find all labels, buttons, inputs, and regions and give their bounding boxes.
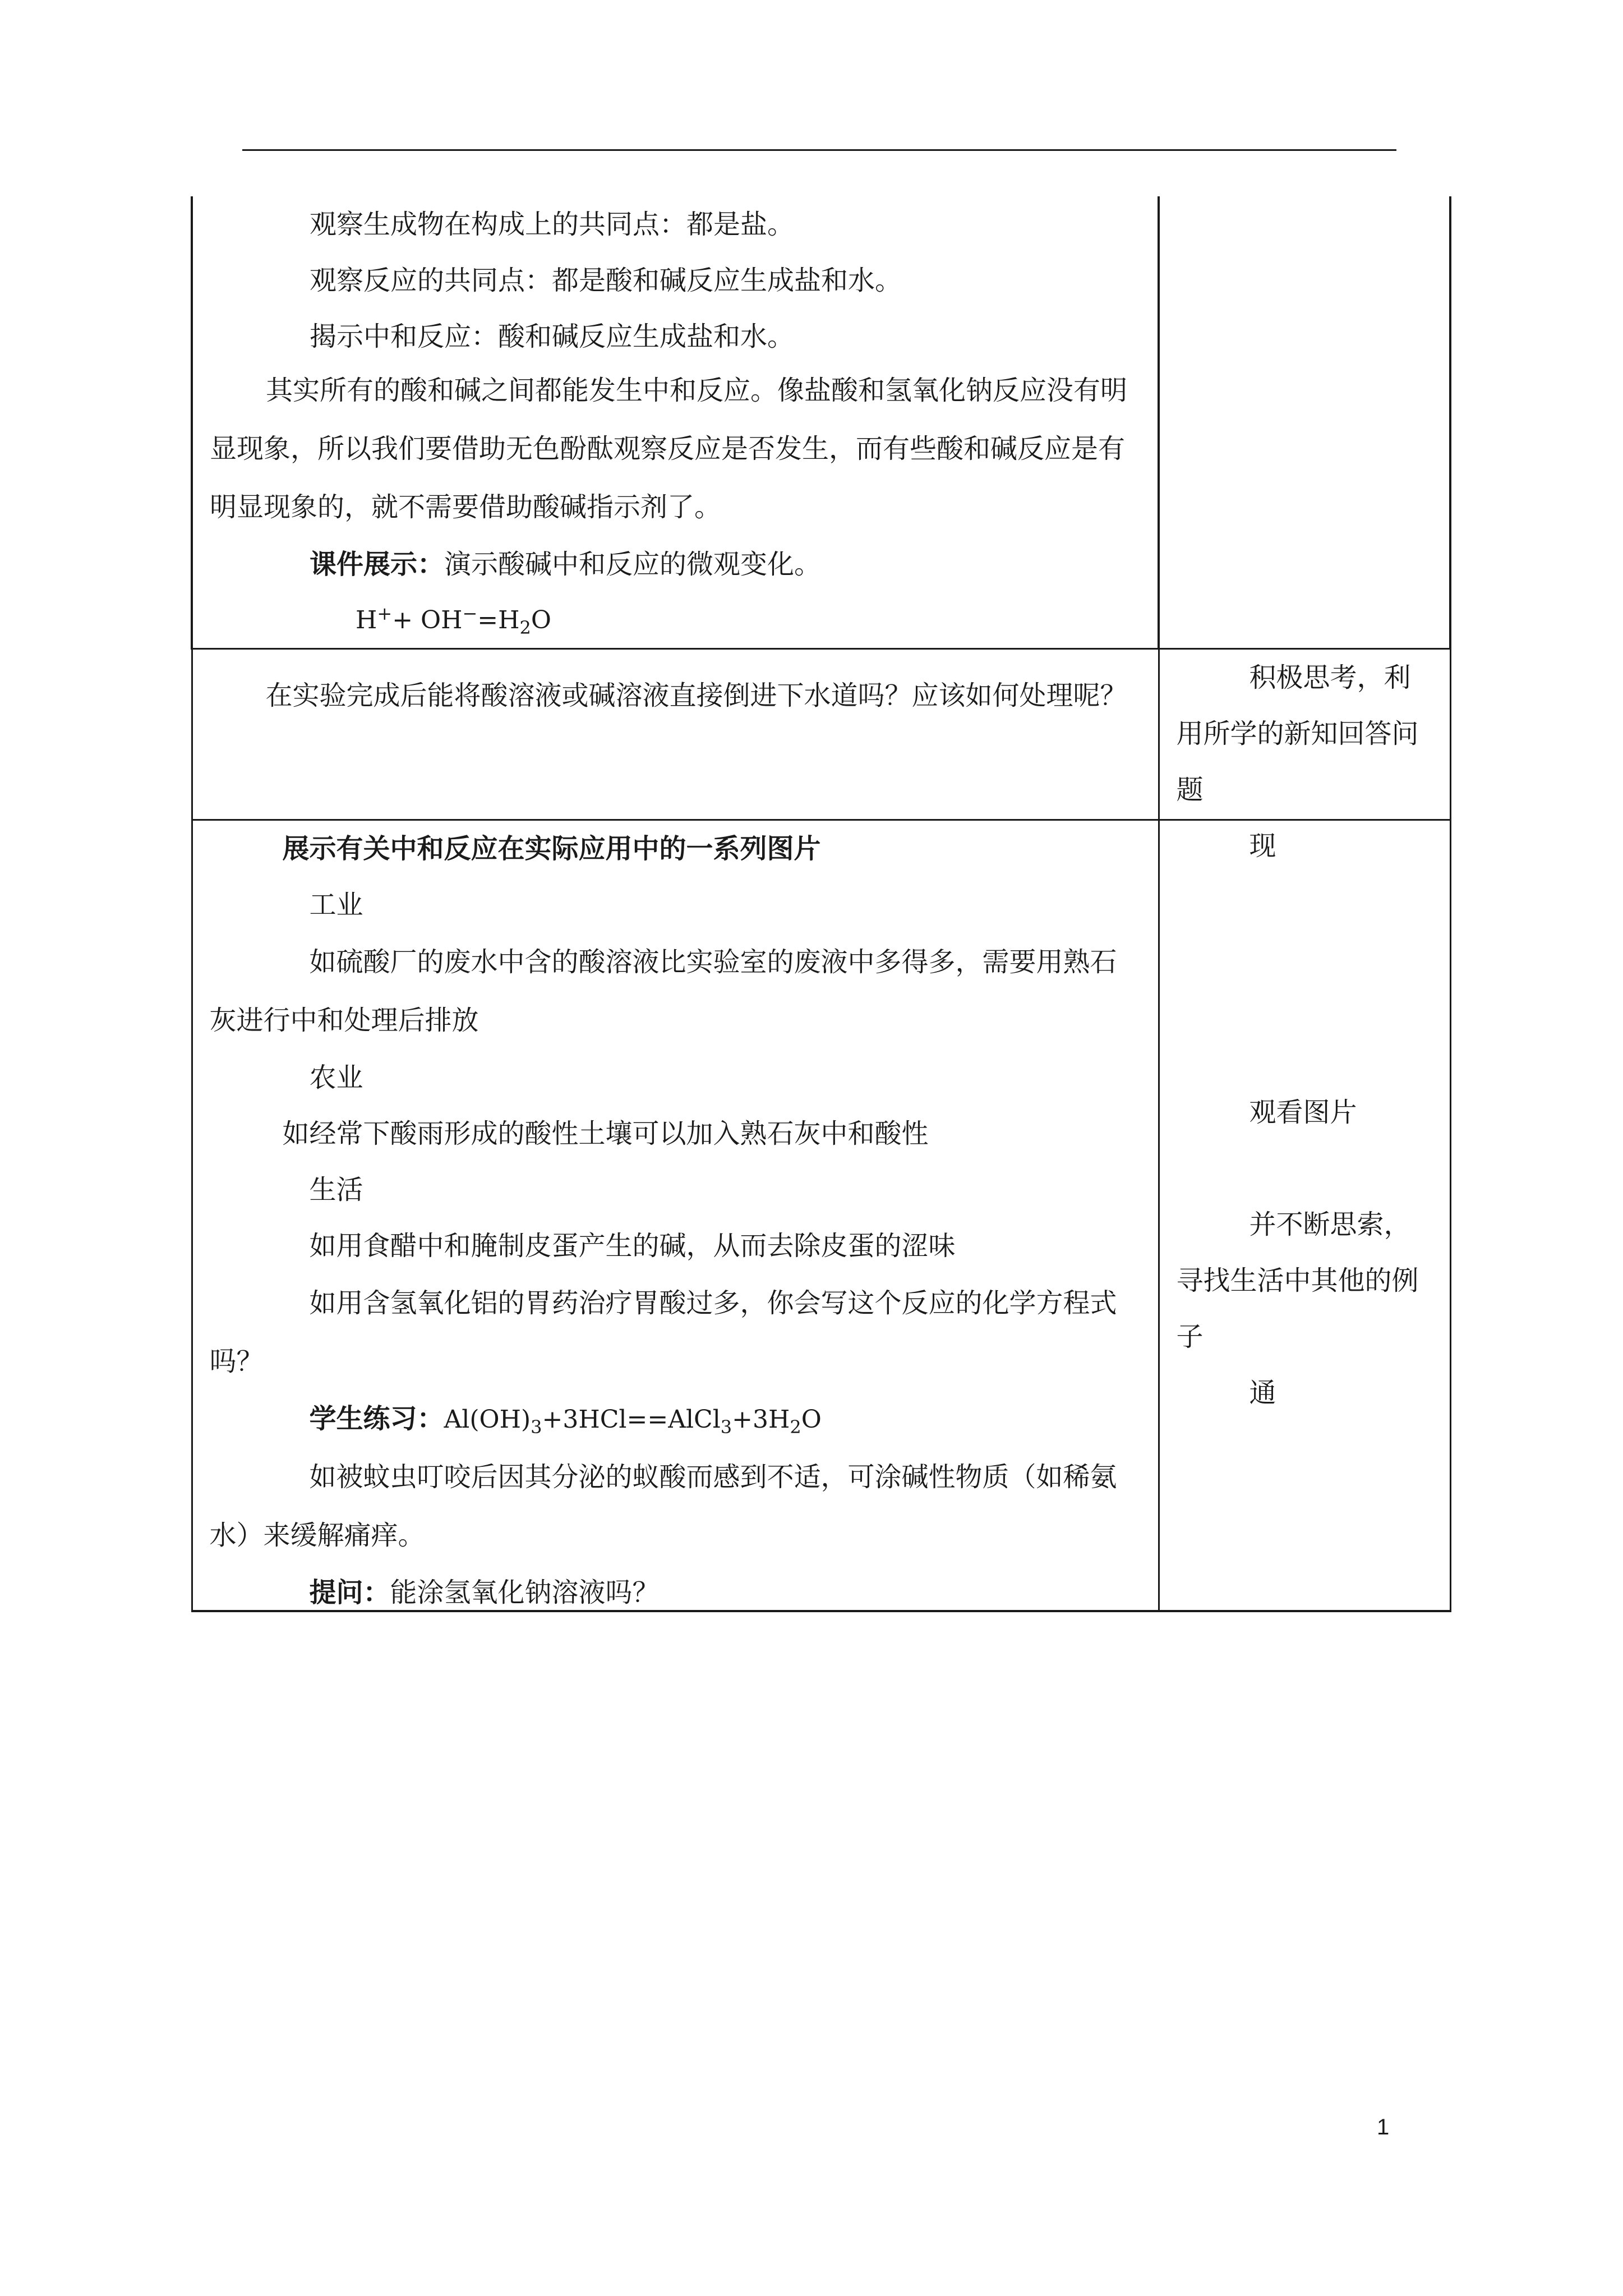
student-response: 观看图片 bbox=[1249, 1097, 1357, 1128]
student-response-tail: 现 bbox=[1249, 830, 1276, 862]
eq-part: =H bbox=[477, 606, 520, 634]
table-row bbox=[192, 649, 1450, 820]
teacher-activity-cell bbox=[192, 196, 1159, 649]
student-response-tail: 通 bbox=[1249, 1377, 1276, 1409]
question-line bbox=[210, 1565, 1141, 1621]
text-line: 揭示中和反应：酸和碱反应生成盐和水。 bbox=[310, 321, 795, 352]
practice-line bbox=[210, 1391, 1141, 1448]
eq-part: H bbox=[356, 606, 377, 634]
student-activity-cell bbox=[1159, 820, 1450, 1612]
table-row bbox=[192, 820, 1450, 1612]
paragraph: 如被蚊虫叮咬后因其分泌的蚁酸而感到不适，可涂碱性物质（如稀氨水）来缓解痛痒。 bbox=[209, 1461, 1117, 1551]
eq-part: +3HCl==AlCl bbox=[542, 1405, 721, 1434]
courseware-label: 课件展示： bbox=[310, 549, 445, 580]
table-row bbox=[192, 196, 1450, 649]
eq-superscript: − bbox=[462, 602, 478, 624]
eq-part: Al(OH) bbox=[444, 1405, 531, 1434]
eq-subscript: 2 bbox=[519, 616, 531, 638]
question-text: 在实验完成后能将酸溶液或碱溶液直接倒进下水道吗？应该如何处理呢？ bbox=[265, 680, 1127, 711]
paragraph: 如硫酸厂的废水中含的酸溶液比实验室的废液中多得多，需要用熟石灰进行中和处理后排放 bbox=[209, 946, 1117, 1036]
header-rule bbox=[242, 149, 1396, 151]
section-heading: 展示有关中和反应在实际应用中的一系列图片 bbox=[282, 833, 821, 864]
eq-part: O bbox=[531, 606, 551, 634]
courseware-line bbox=[210, 536, 1141, 592]
eq-part: +3H bbox=[732, 1405, 790, 1434]
teacher-activity-cell bbox=[192, 820, 1159, 1612]
category-label: 农业 bbox=[309, 1062, 363, 1093]
ion-equation bbox=[210, 592, 1141, 648]
eq-part: + OH bbox=[392, 606, 463, 634]
student-response: 并不断思索，寻找生活中其他的例子 bbox=[1176, 1209, 1419, 1352]
lesson-plan-table bbox=[191, 196, 1451, 1612]
eq-part: O bbox=[801, 1405, 822, 1434]
paragraph: 其实所有的酸和碱之间都能发生中和反应。像盐酸和氢氧化钠反应没有明显现象，所以我们要借助无色酚酞观察反应是否发生，而有些酸和碱反应是有明显现象的，就不需要借助酸碱指示剂了。 bbox=[210, 375, 1128, 523]
text-line: 观察生成物在构成上的共同点：都是盐。 bbox=[310, 209, 795, 240]
student-response: 积极思考，利用所学的新知回答问题 bbox=[1176, 662, 1419, 806]
student-activity-cell bbox=[1159, 196, 1450, 649]
question-label: 提问： bbox=[309, 1577, 390, 1608]
page-number: 1 bbox=[1377, 2115, 1390, 2139]
paragraph: 如用含氢氧化铝的胃药治疗胃酸过多，你会写这个反应的化学方程式吗？ bbox=[209, 1287, 1117, 1377]
text-line: 如经常下酸雨形成的酸性土壤可以加入熟石灰中和酸性 bbox=[282, 1118, 929, 1149]
text-line: 如用食醋中和腌制皮蛋产生的碱，从而去除皮蛋的涩味 bbox=[309, 1230, 956, 1262]
teacher-activity-cell bbox=[192, 649, 1159, 820]
courseware-text: 演示酸碱中和反应的微观变化。 bbox=[444, 549, 822, 580]
text-line: 观察反应的共同点：都是酸和碱反应生成盐和水。 bbox=[310, 265, 902, 296]
eq-subscript: 3 bbox=[531, 1416, 542, 1438]
practice-label: 学生练习： bbox=[309, 1403, 444, 1434]
question-text: 能涂氢氧化钠溶液吗？ bbox=[390, 1577, 660, 1608]
category-label: 生活 bbox=[309, 1174, 363, 1205]
eq-subscript: 2 bbox=[790, 1416, 801, 1438]
student-activity-cell bbox=[1159, 649, 1450, 862]
practice-equation bbox=[444, 1405, 822, 1438]
eq-superscript: + bbox=[377, 602, 393, 624]
eq-subscript: 3 bbox=[720, 1416, 732, 1438]
category-label: 工业 bbox=[309, 889, 363, 921]
